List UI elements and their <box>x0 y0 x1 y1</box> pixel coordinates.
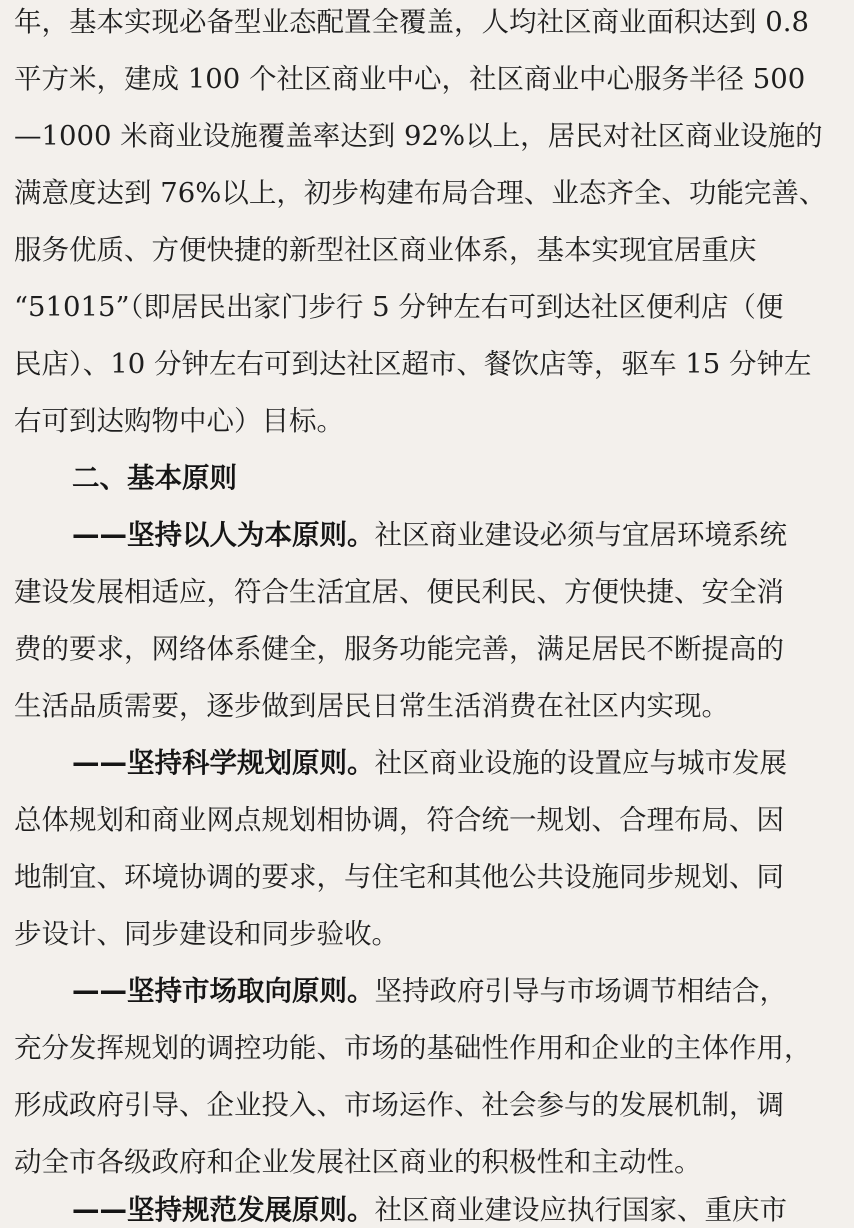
principle-text: 坚持政府引导与市场调节相结合， <box>374 975 787 1007</box>
principle-title: ——坚持市场取向原则。 <box>72 975 375 1007</box>
body-text-line: 建设发展相适应，符合生活宜居、便民利民、方便快捷、安全消 <box>14 576 784 608</box>
body-text-line: 总体规划和商业网点规划相协调，符合统一规划、合理布局、因 <box>14 804 784 836</box>
principle-first-line <box>72 973 787 1009</box>
body-text-line: 步设计、同步建设和同步验收。 <box>14 918 399 950</box>
body-text-line: 形成政府引导、企业投入、市场运作、社会参与的发展机制，调 <box>14 1089 784 1121</box>
body-text-line: 满意度达到 76%以上，初步构建布局合理、业态齐全、功能完善、 <box>14 177 827 209</box>
body-text-line: —1000 米商业设施覆盖率达到 92%以上，居民对社区商业设施的 <box>14 120 823 152</box>
body-text-line: 动全市各级政府和企业发展社区商业的积极性和主动性。 <box>14 1146 702 1178</box>
principle-first-line <box>72 1192 787 1228</box>
body-text-line: 地制宜、环境协调的要求，与住宅和其他公共设施同步规划、同 <box>14 861 784 893</box>
principle-title: ——坚持科学规划原则。 <box>72 747 375 779</box>
principle-text: 社区商业设施的设置应与城市发展 <box>374 747 787 779</box>
body-text-line: 民店）、10 分钟左右可到达社区超市、餐饮店等，驱车 15 分钟左 <box>14 348 812 380</box>
principle-text: 社区商业建设必须与宜居环境系统 <box>374 519 787 551</box>
principle-title: ——坚持以人为本原则。 <box>72 519 375 551</box>
principle-text: 社区商业建设应执行国家、重庆市 <box>374 1194 787 1226</box>
body-text-line: 充分发挥规划的调控功能、市场的基础性作用和企业的主体作用， <box>14 1032 812 1064</box>
body-text-line: 生活品质需要，逐步做到居民日常生活消费在社区内实现。 <box>14 690 729 722</box>
body-text-line: 平方米，建成 100 个社区商业中心，社区商业中心服务半径 500 <box>14 63 806 95</box>
body-text-line: 年，基本实现必备型业态配置全覆盖，人均社区商业面积达到 0.8 <box>14 6 809 38</box>
body-text-line: 服务优质、方便快捷的新型社区商业体系，基本实现宜居重庆 <box>14 234 757 266</box>
principle-first-line <box>72 745 787 781</box>
section-heading: 二、基本原则 <box>72 462 237 494</box>
principle-first-line <box>72 517 787 553</box>
body-text-line: “51015”（即居民出家门步行 5 分钟左右可到达社区便利店（便 <box>14 291 784 323</box>
body-text-line: 费的要求，网络体系健全，服务功能完善，满足居民不断提高的 <box>14 633 784 665</box>
body-text-line: 右可到达购物中心）目标。 <box>14 405 344 437</box>
principle-title: ——坚持规范发展原则。 <box>72 1194 375 1226</box>
